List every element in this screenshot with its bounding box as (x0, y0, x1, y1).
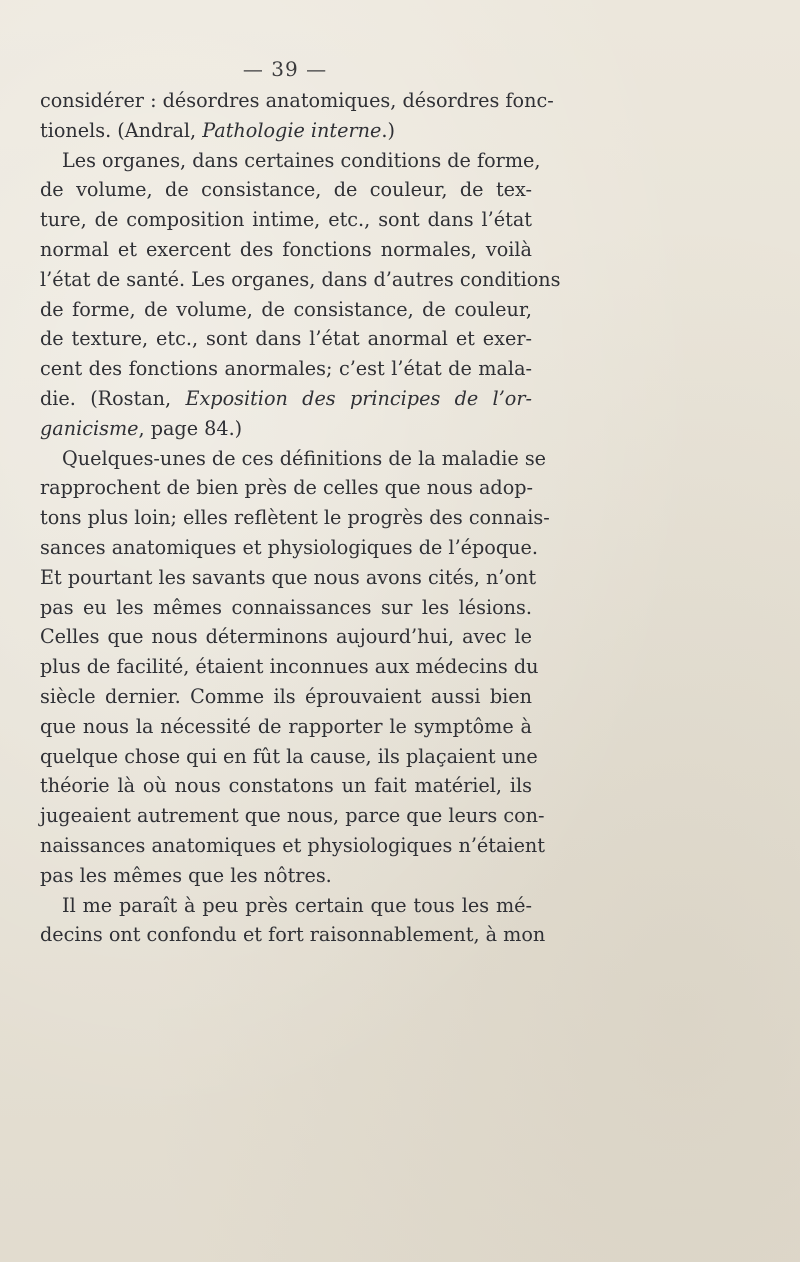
text-segment: considérer : désordres anatomiques, désordres fonc- (40, 89, 554, 112)
text-segment: plus de facilité, étaient inconnues aux médecins du (40, 655, 539, 679)
text-segment: Celles que nous déterminons aujourd’hui, avec le (40, 625, 532, 649)
text-line (40, 354, 532, 384)
text-line (40, 414, 532, 444)
italic-citation: Exposition des principes de l’or- (185, 386, 532, 410)
text-segment: decins ont confondu et fort raisonnablement, à mon (40, 923, 546, 947)
text-segment: tionels. (Andral, (40, 118, 203, 142)
text-line (40, 652, 539, 682)
text-segment: théorie là où nous constatons un fait matériel, ils (40, 774, 532, 798)
text-segment: die. (Rostan, (40, 386, 186, 410)
text-line (40, 891, 532, 921)
text-line (40, 563, 537, 593)
text-segment: de volume, de consistance, de couleur, de tex- (40, 178, 532, 202)
text-segment: Et pourtant les savants que nous avons cités, n’ont (40, 565, 537, 589)
text-segment: ture, de composition intime, etc., sont dans l’état (40, 208, 532, 232)
text-line (40, 116, 532, 146)
text-line (40, 920, 546, 950)
text-segment: rapprochent de bien près de celles que nous adop- (40, 476, 534, 500)
text-line (40, 712, 532, 742)
text-segment: pas eu les mêmes connaissances sur les lésions. (40, 595, 532, 619)
text-line (40, 384, 532, 414)
text-segment: de texture, etc., sont dans l’état anormal et exer- (40, 327, 532, 351)
text-segment: tons plus loin; elles reflètent le progrès des connais- (40, 506, 550, 530)
text-line (40, 86, 554, 116)
text-segment: Les organes, dans certaines conditions de forme, (62, 148, 541, 172)
text-segment: , page 84.) (138, 416, 243, 440)
text-segment: naissances anatomiques et physiologiques n’étaient (40, 833, 545, 857)
text-segment: quelque chose qui en fût la cause, ils plaçaient une (40, 744, 538, 768)
text-line (40, 742, 538, 772)
body-text (40, 86, 561, 950)
text-segment: sances anatomiques et physiologiques de l’époque. (40, 535, 538, 559)
text-segment: normal et exercent des fonctions normales, voilà (40, 237, 532, 261)
text-segment: Quelques-unes de ces définitions de la maladie se (62, 446, 547, 470)
text-line (40, 682, 532, 712)
text-line (40, 473, 532, 503)
text-segment: que nous la nécessité de rapporter le symptôme à (40, 714, 532, 738)
text-line (40, 265, 561, 295)
text-segment: Il me paraît à peu près certain que tous les mé- (62, 893, 532, 917)
italic-citation: ganicisme (40, 416, 139, 440)
text-line (40, 831, 545, 861)
text-segment: siècle dernier. Comme ils éprouvaient aussi bien (40, 684, 532, 708)
text-line (40, 861, 532, 891)
italic-citation: Pathologie interne (202, 118, 382, 142)
text-segment: de forme, de volume, de consistance, de couleur, (40, 297, 532, 321)
text-line (40, 175, 532, 205)
page-number: — 39 — (242, 57, 328, 81)
text-line (40, 235, 532, 265)
text-line (40, 503, 550, 533)
text-segment: cent des fonctions anormales; c’est l’état de mala- (40, 357, 532, 381)
text-segment: l’état de santé. Les organes, dans d’autres conditions (40, 267, 561, 291)
text-segment: jugeaient autrement que nous, parce que leurs con- (40, 804, 545, 828)
text-line (40, 324, 532, 354)
text-line (40, 801, 545, 831)
text-line (40, 771, 532, 801)
text-line (40, 295, 532, 325)
text-line (40, 205, 532, 235)
text-segment: pas les mêmes que les nôtres. (40, 863, 332, 887)
text-line (40, 622, 532, 652)
text-segment: .) (381, 118, 395, 142)
text-line (40, 146, 541, 176)
text-line (40, 533, 538, 563)
text-line (40, 444, 547, 474)
text-line (40, 593, 532, 623)
